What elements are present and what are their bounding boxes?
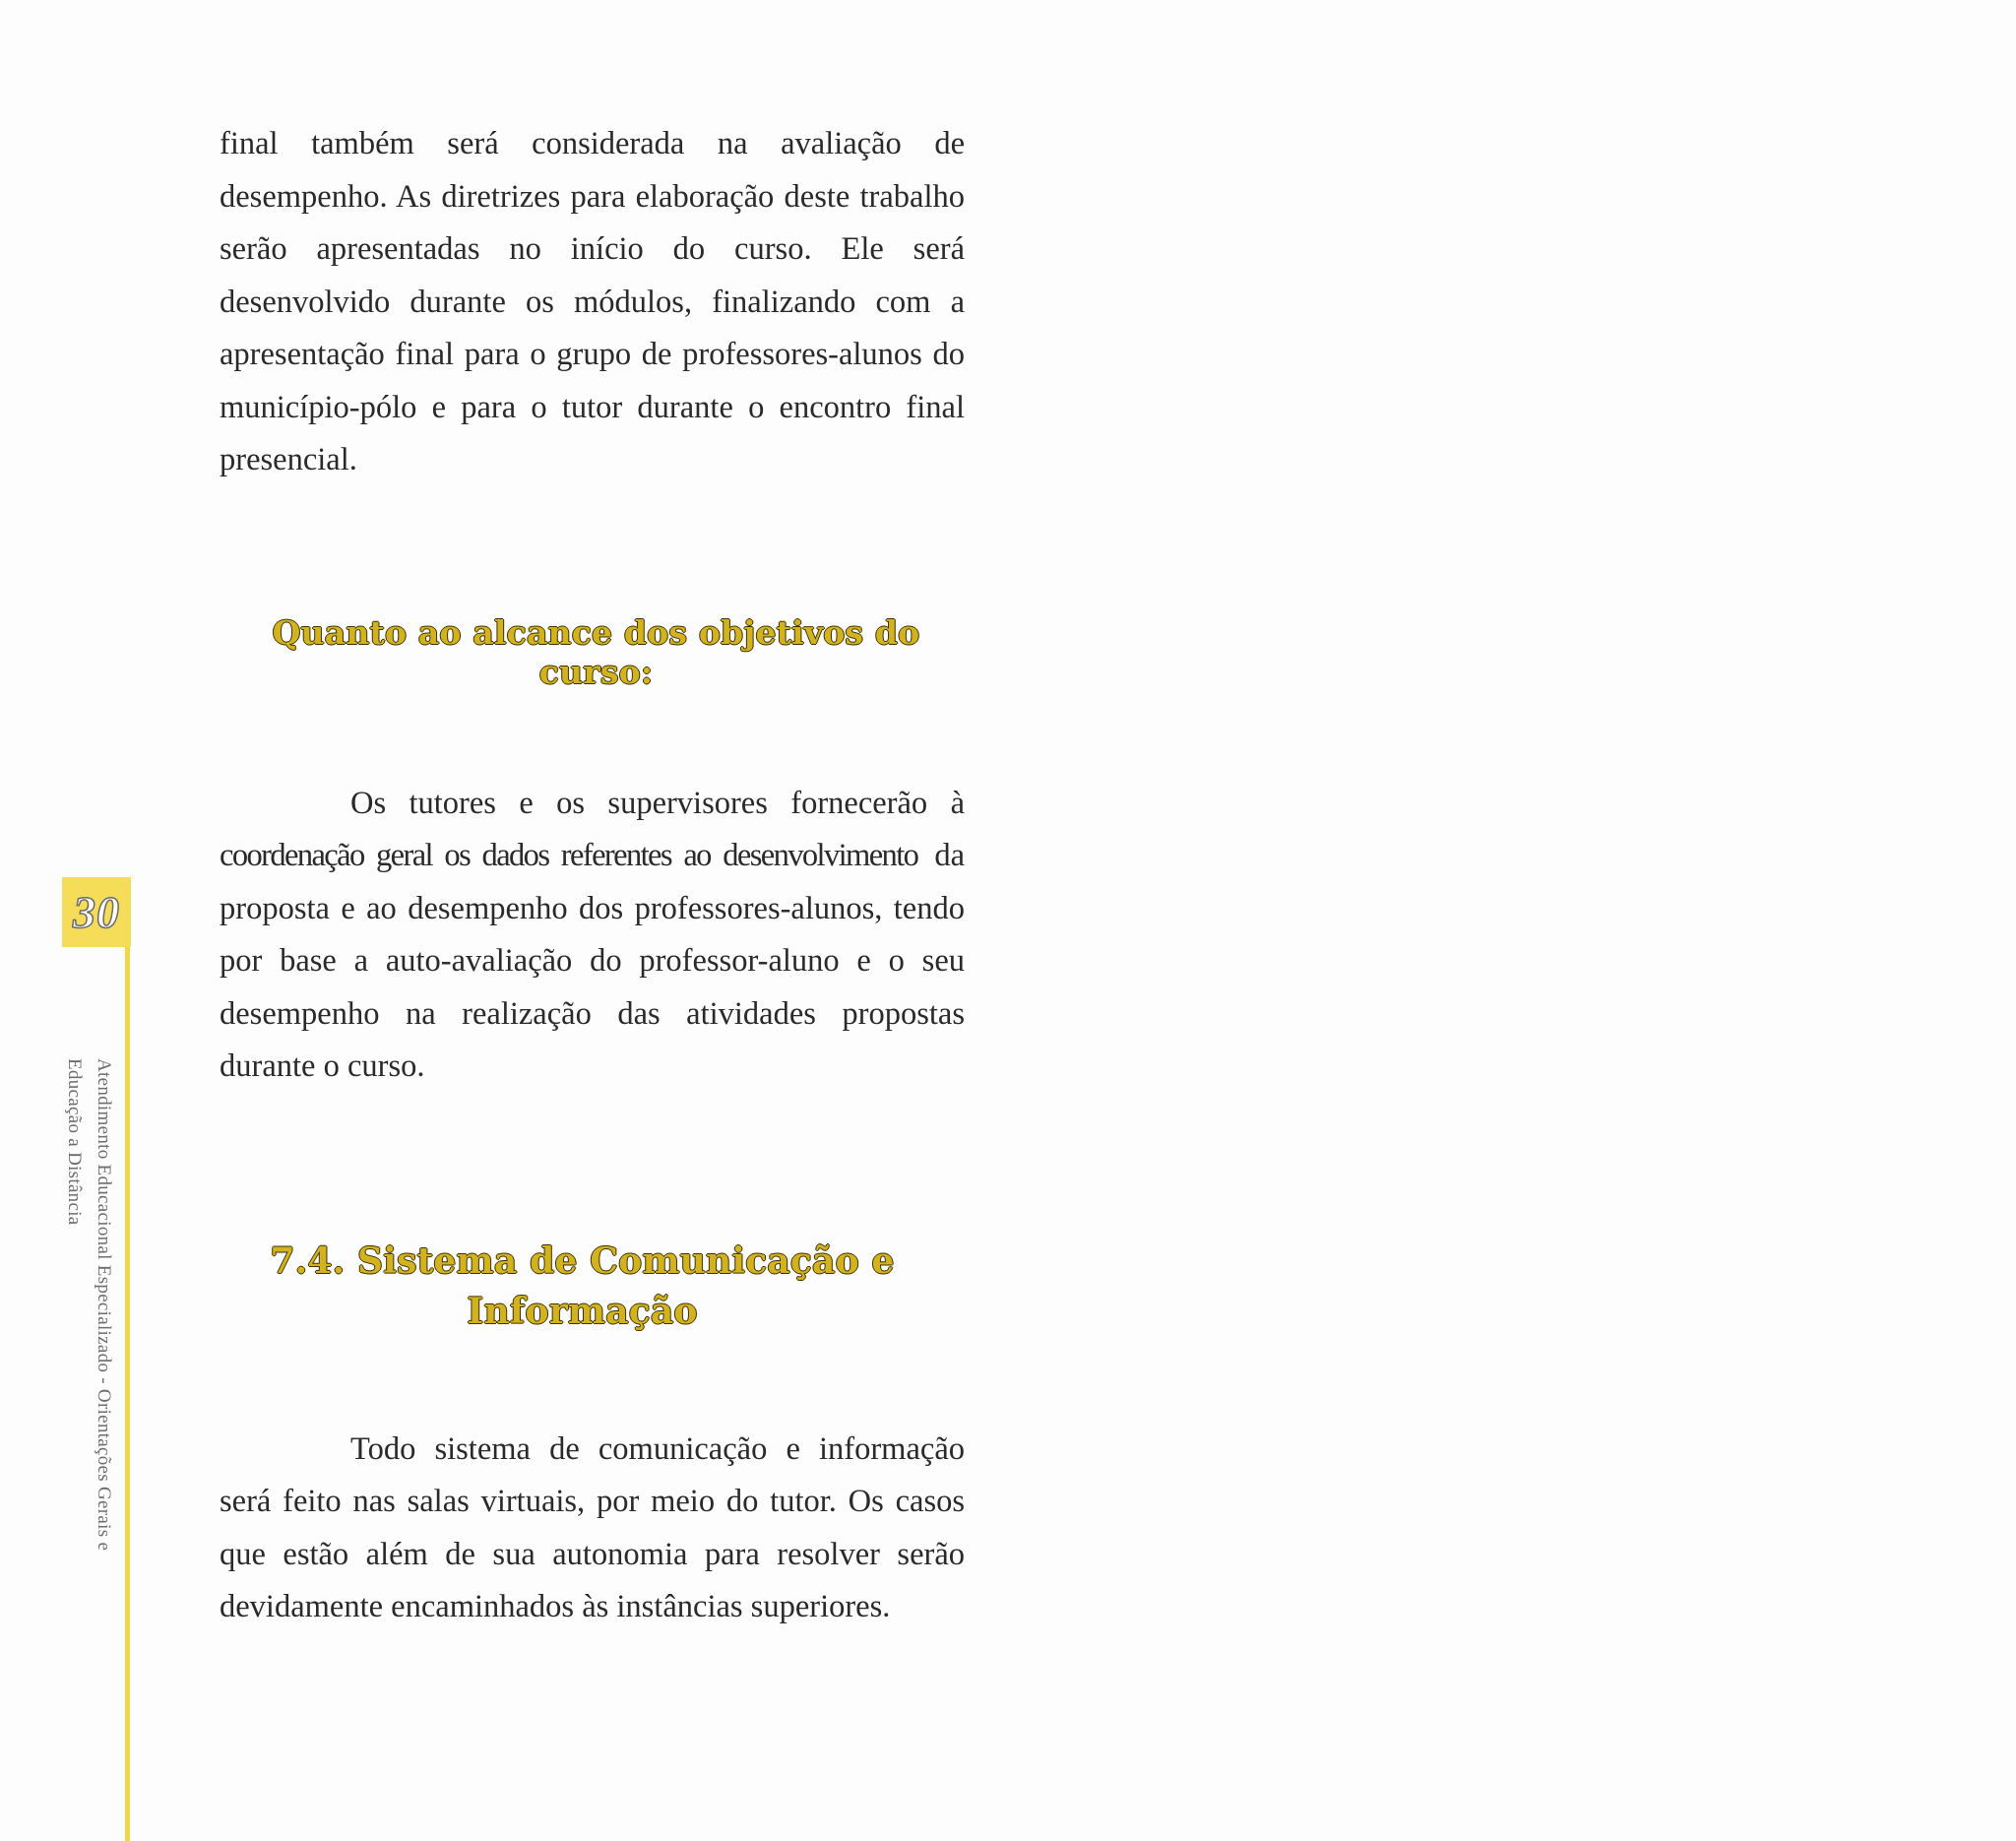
paragraph-tutors-line1: Os tutores e os supervisores fornecerão à: [350, 785, 965, 821]
paragraph-tutors-line2: coordenação geral os dados referentes ao desenvolvimento: [220, 838, 918, 873]
page-number: 30: [73, 886, 120, 937]
section-heading-line1: 7.4. Sistema de Comunicação e: [270, 1239, 895, 1282]
heading-objectives: Quanto ao alcance dos objetivos do curso:: [272, 612, 920, 691]
section-heading-line2: Informação: [467, 1290, 698, 1332]
page-number-tab: [62, 877, 131, 947]
paragraph-tutors: [220, 778, 965, 1094]
paragraph-communication: Todo sistema de comunicação e informação será feito nas salas virtuais, por meio do tutor. Os casos que estão além de sua autonomia para resolver serão devidamente encaminhados às instâncias superiores.: [220, 1430, 965, 1624]
paragraph-tutors-rest: da proposta e ao desempenho dos professores-alunos, tendo por base a auto-avaliação do professor-aluno e o seu desempenho na realização das atividades propostas durante o curso.: [220, 838, 965, 1084]
running-title-line2: Educação a Distância: [64, 1058, 85, 1226]
running-title-line1: Atendimento Educacional Especializado - Orientações Gerais e: [94, 1058, 114, 1552]
paragraph-final-work: final também será considerada na avaliação de desempenho. As diretrizes para elaboração deste trabalho serão apresentadas no início do curso. Ele será desenvolvido durante os módulos, finalizando com a apresentação final para o grupo de professores-alunos do município-pólo e para o tutor durante o encontro final presencial.: [220, 126, 965, 477]
section-heading: [220, 1237, 965, 1337]
running-title: [59, 1058, 118, 1610]
text-column: [220, 118, 965, 1634]
side-rule: [125, 945, 130, 1841]
